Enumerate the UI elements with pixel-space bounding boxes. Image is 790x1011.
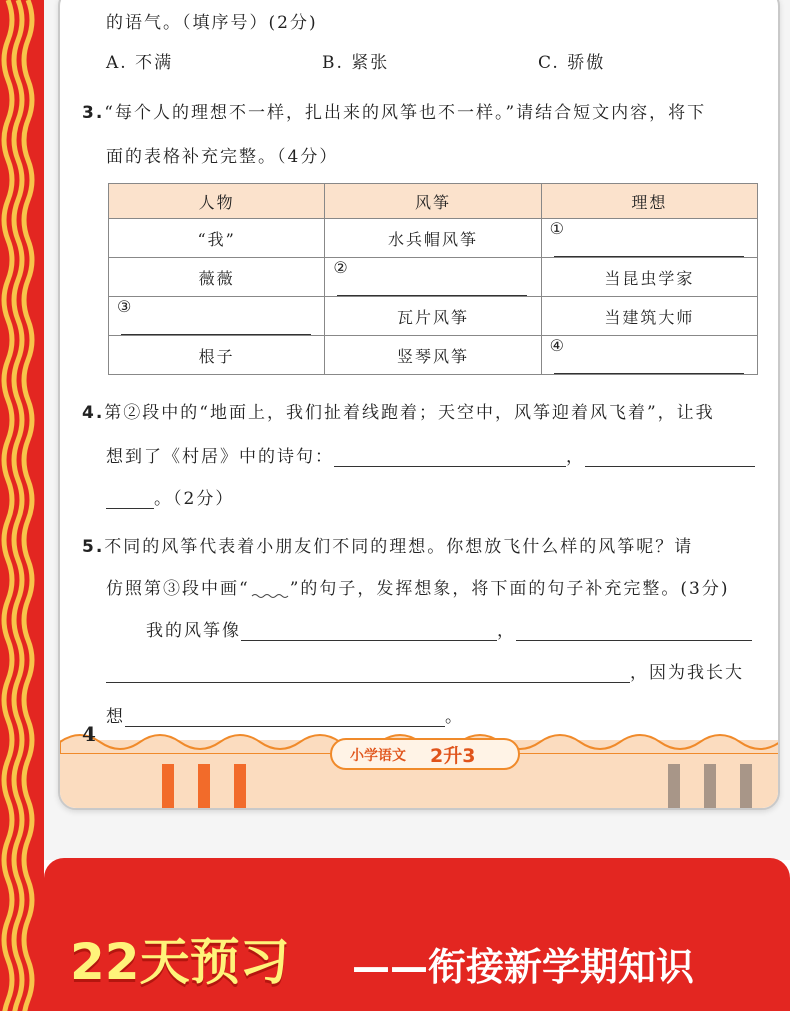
answer-line[interactable] (516, 622, 752, 641)
workbook-page (58, 0, 780, 810)
answer-blank-1[interactable]: ① (541, 219, 757, 258)
answer-line[interactable] (585, 448, 755, 467)
decorative-wavy-strip (0, 0, 44, 1011)
q5-number: 5. (82, 537, 105, 557)
banner-headline: 22天预习 (70, 933, 290, 991)
q4-text-line1: 4.第②段中的“地面上，我们扯着线跑着；天空中，风筝迎着风飞着”，让我 (82, 403, 715, 423)
header-character: 人物 (109, 184, 325, 219)
decor-bar (668, 764, 680, 808)
page-number: 4 (82, 722, 96, 746)
table-cell: 当建筑大师 (541, 297, 757, 336)
table-cell: 当昆虫学家 (541, 258, 757, 297)
wavy-underline-mark (250, 581, 290, 599)
table-cell: 水兵帽风筝 (325, 219, 541, 258)
decor-bar (234, 764, 246, 808)
decor-bar (198, 764, 210, 808)
table-cell: 薇薇 (109, 258, 325, 297)
answer-line[interactable] (106, 664, 630, 683)
q5-text-line3: 我的风筝像 ， (146, 616, 752, 641)
table-cell: “我” (109, 219, 325, 258)
answer-line[interactable] (106, 490, 154, 509)
q4-text-line3: 。（2分） (106, 484, 234, 509)
header-kite: 风筝 (325, 184, 541, 219)
q3-text-line2: 面的表格补充完整。（4分） (106, 147, 339, 167)
q4-number: 4. (82, 403, 105, 423)
table-row (109, 219, 758, 258)
q3-text-line1: 3.“每个人的理想不一样，扎出来的风筝也不一样。”请结合短文内容，将下 (82, 103, 707, 123)
q5-text-line5: 想 。 (106, 707, 464, 727)
q2-tail: 的语气。（填序号）(2分) (106, 13, 318, 33)
series-subject: 小学语文 (350, 748, 406, 764)
decor-bar (162, 764, 174, 808)
answer-blank-4[interactable]: ④ (541, 336, 757, 375)
answer-line[interactable] (241, 622, 497, 641)
table-row (109, 258, 758, 297)
q4-text-line2: 想到了《村居》中的诗句： ， (106, 442, 755, 467)
q2-option-b: B. 紧张 (322, 53, 390, 73)
q5-text-line1: 5.不同的风筝代表着小朋友们不同的理想。你想放飞什么样的风筝呢？请 (82, 537, 694, 557)
table-cell: 根子 (109, 336, 325, 375)
q2-option-a: A. 不满 (106, 53, 174, 73)
table-row (109, 297, 758, 336)
header-dream: 理想 (541, 184, 757, 219)
table-cell: 瓦片风筝 (325, 297, 541, 336)
q5-text-line2: 仿照第③段中画“ ”的句子，发挥想象，将下面的句子补充完整。(3分) (106, 579, 730, 599)
q2-option-c: C. 骄傲 (538, 53, 606, 73)
decor-bar (740, 764, 752, 808)
series-badge (330, 738, 520, 770)
answer-line[interactable] (334, 448, 566, 467)
table-header-row (109, 184, 758, 219)
q5-text-line4: ，因为我长大 (106, 658, 744, 683)
banner-tagline: ——衔接新学期知识 (352, 945, 695, 989)
series-grade: 2升3 (430, 745, 476, 767)
answer-blank-2[interactable]: ② (325, 258, 541, 297)
table-row (109, 336, 758, 375)
q3-number: 3. (82, 103, 105, 123)
decor-bar (704, 764, 716, 808)
q3-table (108, 183, 758, 375)
table-cell: 竖琴风筝 (325, 336, 541, 375)
answer-blank-3[interactable]: ③ (109, 297, 325, 336)
